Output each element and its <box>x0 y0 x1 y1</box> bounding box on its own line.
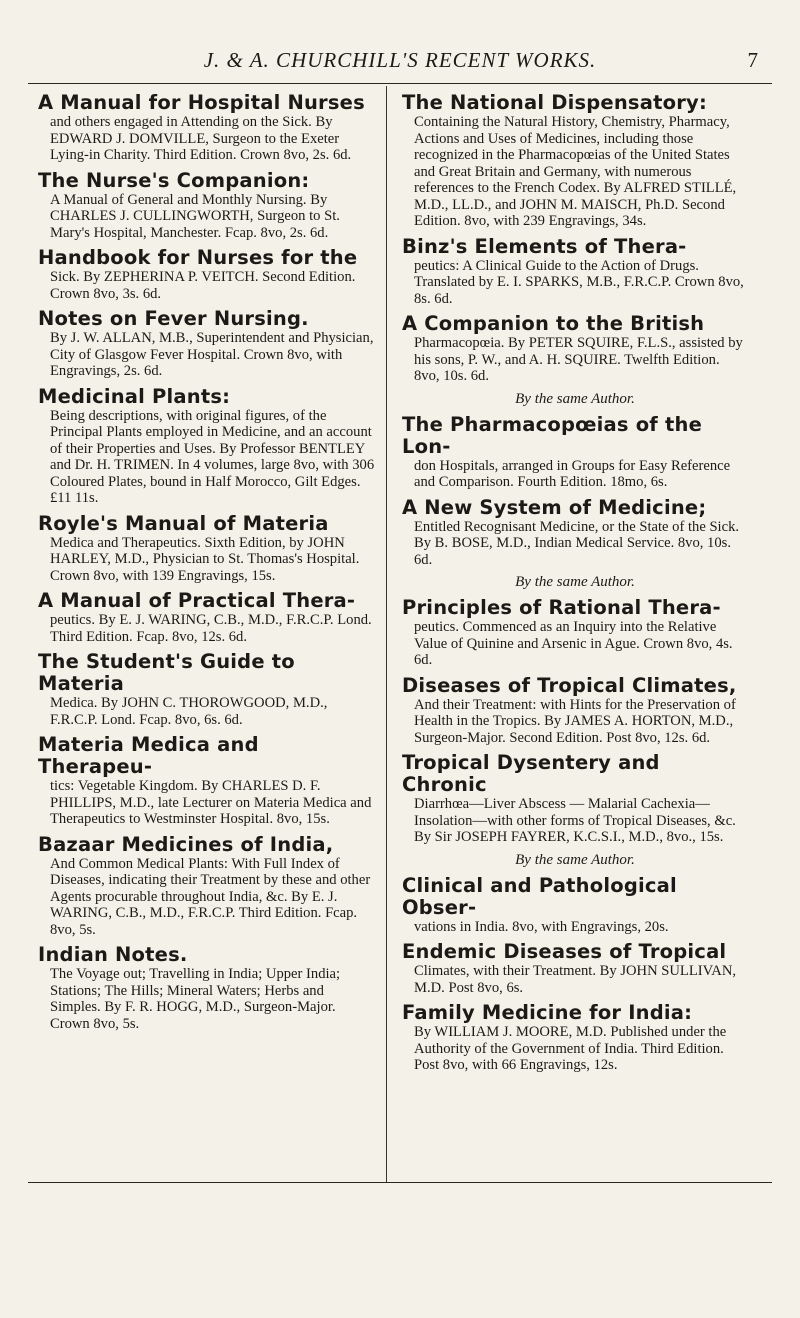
book-title: A Manual of Practical Thera- <box>38 589 356 612</box>
book-entry <box>402 92 748 230</box>
book-entry <box>38 386 378 507</box>
book-entry <box>402 752 748 846</box>
book-entry <box>38 92 378 164</box>
book-description: The Voyage out; Travelling in India; Upper India; Stations; The Hills; Mineral Waters; Herbs and Simples. By F. R. HOGG, M.D., Surgeon-Major. Crown 8vo, 5s. <box>50 966 341 1032</box>
same-author-note: By the same Author. <box>515 574 635 590</box>
page-header <box>0 48 800 78</box>
book-description: peutics. Commenced as an Inquiry into the Relative Value of Quinine and Arsenic in Ague. Crown 8vo, 4s. 6d. <box>414 619 733 668</box>
book-title: Notes on Fever Nursing. <box>38 307 309 330</box>
book-title: The Student's Guide to Materia <box>38 650 295 695</box>
book-description: tics: Vegetable Kingdom. By CHARLES D. F. PHILLIPS, M.D., late Lecturer on Materia Medica and Therapeutics to Westminster Hospital. 8vo, 15s. <box>50 778 372 827</box>
book-title: The Nurse's Companion: <box>38 168 310 192</box>
book-description: And Common Medical Plants: With Full Index of Diseases, indicating their Treatment by these and other Agents procurable throughout India, &c. By E. J. WARING, C.B., M.D., F.R.C.P. Third Edition. Fcap. 8vo, 5s. <box>50 855 371 938</box>
book-entry <box>38 834 378 939</box>
book-title: Bazaar Medicines of India, <box>38 832 334 856</box>
book-description: peutics. By E. J. WARING, C.B., M.D., F.R.C.P. Lond. Third Edition. Fcap. 8vo, 12s. 6d. <box>50 612 372 645</box>
left-column <box>38 92 378 1038</box>
book-entry <box>38 308 378 380</box>
book-title: A Manual for Hospital Nurses <box>38 91 365 114</box>
book-entry <box>38 944 378 1032</box>
book-title: The Pharmacopœias of the Lon- <box>402 412 703 458</box>
book-title: A Companion to the British <box>402 312 705 335</box>
book-entry <box>402 675 748 747</box>
book-entry <box>38 247 378 302</box>
book-description: A Manual of General and Monthly Nursing. By CHARLES J. CULLINGWORTH, Surgeon to St. Mary's Hospital, Manchester. Fcap. 8vo, 2s. 6d. <box>50 191 340 241</box>
same-author-note: By the same Author. <box>515 851 635 868</box>
book-description: vations in India. 8vo, with Engravings, 20s. <box>414 918 669 935</box>
book-description: By J. W. ALLAN, M.B., Superintendent and Physician, City of Glasgow Fever Hospital. Crown 8vo, with Engravings, 2s. 6d. <box>50 330 374 379</box>
book-description: And their Treatment: with Hints for the Preservation of Health in the Tropics. By JAMES A. HORTON, M.D., Surgeon-Major. Second Edition. Post 8vo, 12s. 6d. <box>414 696 736 746</box>
same-author-note: By the same Author. <box>515 390 635 407</box>
book-entry <box>402 236 748 308</box>
book-title: Clinical and Pathological Obser- <box>402 873 677 919</box>
book-entry <box>38 513 378 585</box>
book-title: A New System of Medicine; <box>402 495 707 519</box>
book-description: Sick. By ZEPHERINA P. VEITCH. Second Edition. Crown 8vo, 3s. 6d. <box>50 269 356 302</box>
book-entry <box>402 597 748 669</box>
book-description: Medica. By JOHN C. THOROWGOOD, M.D., F.R.C.P. Lond. Fcap. 8vo, 6s. 6d. <box>50 695 328 728</box>
book-title: Endemic Diseases of Tropical <box>402 940 727 963</box>
column-divider <box>386 86 387 1182</box>
book-title: Royle's Manual of Materia <box>38 511 329 535</box>
book-description: peutics: A Clinical Guide to the Action of Drugs. Translated by E. I. SPARKS, M.B., F.R.C.P. Crown 8vo, 8s. 6d. <box>414 257 744 307</box>
right-column <box>402 92 748 1080</box>
book-entry <box>38 651 378 728</box>
book-description: don Hospitals, arranged in Groups for Easy Reference and Comparison. Fourth Edition. 18mo, 6s. <box>414 457 731 490</box>
book-title: Medicinal Plants: <box>38 384 231 408</box>
book-description: Entitled Recognisant Medicine, or the State of the Sick. By B. BOSE, M.D., Indian Medical Service. 8vo, 10s. 6d. <box>414 518 740 568</box>
book-entry <box>402 414 748 491</box>
book-title: Materia Medica and Therapeu- <box>38 733 259 778</box>
top-rule <box>28 83 772 84</box>
book-entry <box>402 313 748 385</box>
book-description: Climates, with their Treatment. By JOHN SULLIVAN, M.D. Post 8vo, 6s. <box>414 963 737 996</box>
book-title: Principles of Rational Thera- <box>402 596 721 619</box>
book-description: Containing the Natural History, Chemistry, Pharmacy, Actions and Uses of Medicines, including those recognized in the Pharmacopœias of the United States and Great Britain and Germany, with numerous references to the French Codex. By ALFRED STILLÉ, M.D., LL.D., and JOHN M. MAISCH, Ph.D. Second Edition. 8vo, with 239 Engravings, 34s. <box>414 114 737 229</box>
book-entry <box>38 734 378 828</box>
book-description: and others engaged in Attending on the Sick. By EDWARD J. DOMVILLE, Surgeon to the Exeter Lying-in Charity. Third Edition. Crown 8vo, 2s. 6d. <box>50 114 352 163</box>
book-title: Handbook for Nurses for the <box>38 246 358 269</box>
book-description: Being descriptions, with original figures, of the Principal Plants employed in Medicine, and an account of their Properties and Uses. By Professor BENTLEY and Dr. H. TRIMEN. In 4 volumes, large 8vo, with 306 Coloured Plates, bound in Half Morocco, Gilt Edges. £11 11s. <box>50 407 375 506</box>
book-entry <box>38 170 378 242</box>
book-title: The National Dispensatory: <box>402 91 707 114</box>
book-title: Indian Notes. <box>38 943 188 966</box>
running-title: J. & A. CHURCHILL'S RECENT WORKS. <box>203 48 597 72</box>
page-number: 7 <box>747 48 758 72</box>
bottom-rule <box>28 1182 772 1183</box>
book-title: Binz's Elements of Thera- <box>402 234 687 258</box>
book-title: Family Medicine for India: <box>402 1001 693 1024</box>
book-description: By WILLIAM J. MOORE, M.D. Published under the Authority of the Government of India. Third Edition. Post 8vo, with 66 Engravings, 12s. <box>414 1024 727 1073</box>
book-entry <box>402 1002 748 1074</box>
book-description: Diarrhœa—Liver Abscess — Malarial Cachexia—Insolation—with other forms of Tropical Diseases, &c. By Sir JOSEPH FAYRER, K.C.S.I., M.D., 8vo., 15s. <box>414 796 736 845</box>
book-entry <box>402 941 748 996</box>
book-title: Diseases of Tropical Climates, <box>402 673 737 697</box>
book-description: Pharmacopœia. By PETER SQUIRE, F.L.S., assisted by his sons, P. W., and A. H. SQUIRE. Twelfth Edition. 8vo, 10s. 6d. <box>414 335 743 384</box>
book-entry <box>38 590 378 645</box>
book-title: Tropical Dysentery and Chronic <box>402 751 660 796</box>
book-entry <box>402 497 748 569</box>
book-entry <box>402 875 748 936</box>
book-description: Medica and Therapeutics. Sixth Edition, by JOHN HARLEY, M.D., Physician to St. Thomas's Hospital. Crown 8vo, with 139 Engravings, 15s. <box>50 534 360 584</box>
